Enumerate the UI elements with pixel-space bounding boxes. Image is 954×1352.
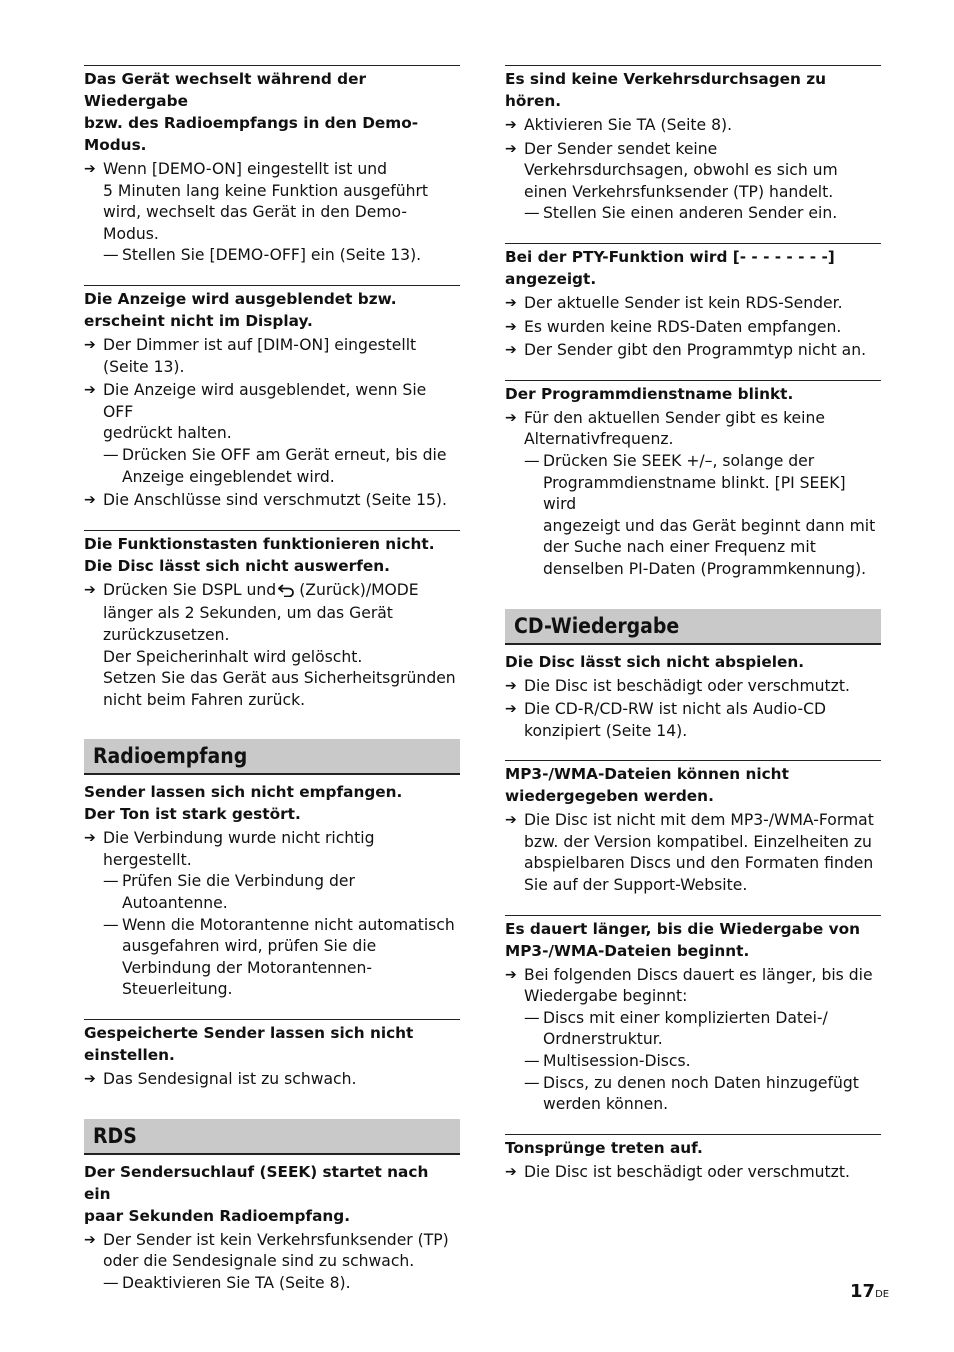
solution-item: ➔ Die CD-R/CD-RW ist nicht als Audio-CD konzipiert (Seite 14).	[505, 700, 826, 740]
arrow-icon: ➔	[84, 161, 96, 177]
solution-item: ➔ Der Sender sendet keine Verkehrsdurchsagen, obwohl es sich um einen Verkehrsfunksender (TP) handelt. — Stellen Sie einen anderen Sender ein.	[505, 139, 881, 225]
arrow-icon: ➔	[505, 1163, 517, 1180]
troubleshoot-entry	[84, 1159, 460, 1295]
arrow-icon: ➔	[84, 492, 96, 509]
arrow-icon: ➔	[505, 294, 517, 311]
section-header	[505, 609, 881, 645]
solution-item: ➔ Wenn [DEMO-ON] eingestellt ist und 5 Minuten lang keine Funktion ausgeführt wird, wechselt das Gerät in den Demo- Modus. — Stellen Sie [DEMO-OFF] ein (Seite 13).	[84, 159, 460, 267]
back-icon	[278, 582, 296, 604]
troubleshoot-entry	[84, 779, 460, 1001]
dash-icon: —	[524, 451, 540, 470]
arrow-icon: ➔	[505, 701, 517, 718]
arrow-icon: ➔	[84, 581, 96, 598]
page-language-code: DE	[875, 1289, 890, 1300]
sub-solution: — Drücken Sie SEEK +/–, solange der Programmdienstname blinkt. [PI SEEK] wird angezeigt und das Gerät beginnt dann mit der Suche nach einer Frequenz mit denselben PI-Daten (Programmkennung).	[524, 451, 876, 578]
section-header	[84, 1119, 460, 1155]
solution-item: ➔ Die Disc ist beschädigt oder verschmutzt.	[505, 676, 881, 698]
left-column	[84, 65, 460, 1312]
sub-solution: — Deaktivieren Sie TA (Seite 8).	[103, 1273, 460, 1295]
arrow-icon: ➔	[84, 830, 96, 847]
right-column	[505, 65, 881, 1201]
section-title: Radioempfang	[93, 744, 248, 769]
troubleshoot-entry	[84, 285, 460, 512]
solution-item: ➔ Die Verbindung wurde nicht richtig hergestellt. — Prüfen Sie die Verbindung der Autoantenne. — Wenn die Motorantenne nicht automatisch ausgefahren wird, prüfen Sie die Verbindung der Motorantennen- Steuerleitung.	[84, 828, 460, 1001]
troubleshoot-entry	[505, 243, 881, 362]
problem-heading: Das Gerät wechselt während der Wiedergabe bzw. des Radioempfangs in den Demo- Modus.	[84, 70, 419, 154]
troubleshoot-entry	[505, 1134, 881, 1184]
troubleshoot-entry	[84, 1019, 460, 1091]
sub-solution: — Drücken Sie OFF am Gerät erneut, bis die Anzeige eingeblendet wird.	[103, 445, 447, 486]
troubleshoot-entry	[505, 760, 881, 896]
solution-item: ➔ Aktivieren Sie TA (Seite 8).	[505, 115, 881, 137]
dash-icon: —	[524, 1073, 540, 1092]
arrow-icon: ➔	[84, 336, 96, 353]
sub-solution: — Discs, zu denen noch Daten hinzugefügt werden können.	[524, 1073, 859, 1114]
dash-icon: —	[524, 1052, 540, 1071]
arrow-icon: ➔	[84, 1231, 96, 1248]
troubleshoot-entry	[505, 380, 881, 581]
arrow-icon: ➔	[505, 318, 517, 335]
dash-icon: —	[103, 872, 119, 891]
sub-solution: — Stellen Sie [DEMO-OFF] ein (Seite 13).	[103, 245, 460, 267]
sub-solution: — Prüfen Sie die Verbindung der Autoantenne.	[103, 872, 355, 913]
arrow-icon: ➔	[505, 812, 517, 829]
solution-item: ➔ Drücken Sie DSPL und (Zurück)/MODE länger als 2 Sekunden, um das Gerät zurückzusetzen. Der Speicherinhalt wird gelöscht. Setzen Sie das Gerät aus Sicherheitsgründen nicht beim Fahren zurück.	[84, 580, 456, 709]
problem-heading: Es dauert länger, bis die Wiedergabe von MP3-/WMA-Dateien beginnt.	[505, 919, 860, 960]
arrow-icon: ➔	[505, 117, 517, 133]
problem-heading: Tonsprünge treten auf.	[505, 1138, 703, 1157]
problem-heading: Die Anzeige wird ausgeblendet bzw. erscheint nicht im Display.	[84, 289, 397, 330]
problem-heading: Der Sendersuchlauf (SEEK) startet nach ein paar Sekunden Radioempfang.	[84, 1162, 429, 1225]
problem-heading: Bei der PTY-Funktion wird [- - - - - - - -] angezeigt.	[505, 247, 835, 288]
sub-solution: — Stellen Sie einen anderen Sender ein.	[524, 203, 881, 225]
arrow-icon: ➔	[505, 966, 517, 983]
dash-icon: —	[524, 1008, 540, 1027]
solution-item: ➔ Der aktuelle Sender ist kein RDS-Sender.	[505, 293, 881, 315]
dash-icon: —	[103, 246, 119, 265]
dash-icon: —	[103, 1273, 119, 1292]
sub-solution: — Wenn die Motorantenne nicht automatisch ausgefahren wird, prüfen Sie die Verbindung der Motorantennen- Steuerleitung.	[103, 915, 455, 999]
troubleshoot-entry	[505, 65, 881, 225]
problem-heading: MP3-/WMA-Dateien können nicht wiedergegeben werden.	[505, 765, 789, 806]
arrow-icon: ➔	[84, 1071, 96, 1088]
troubleshoot-entry	[84, 65, 460, 267]
problem-heading: Gespeicherte Sender lassen sich nicht einstellen.	[84, 1024, 414, 1065]
solution-item: ➔ Es wurden keine RDS-Daten empfangen.	[505, 317, 881, 339]
solution-item: ➔ Der Sender gibt den Programmtyp nicht an.	[505, 340, 881, 362]
page-number	[850, 1281, 889, 1302]
arrow-icon: ➔	[505, 140, 517, 157]
solution-item: ➔ Die Disc ist beschädigt oder verschmutzt.	[505, 1162, 881, 1184]
problem-heading: Es sind keine Verkehrsdurchsagen zu hören.	[505, 70, 827, 110]
dash-icon: —	[103, 915, 119, 934]
arrow-icon: ➔	[505, 677, 517, 694]
arrow-icon: ➔	[505, 409, 517, 426]
solution-item: ➔ Für den aktuellen Sender gibt es keine Alternativfrequenz. — Drücken Sie SEEK +/–, solange der Programmdienstname blinkt. [PI SEEK] wird angezeigt und das Gerät beginnt dann mit der Suche nach einer Frequenz mit denselben PI-Daten (Programmkennung).	[505, 408, 881, 581]
sub-solution: — Multisession-Discs.	[524, 1051, 881, 1073]
solution-item: ➔ Der Sender ist kein Verkehrsfunksender (TP) oder die Sendesignale sind zu schwach. — Deaktivieren Sie TA (Seite 8).	[84, 1230, 460, 1295]
section-title: CD-Wiedergabe	[514, 613, 680, 638]
dash-icon: —	[524, 204, 540, 223]
problem-heading: Die Disc lässt sich nicht abspielen.	[505, 652, 805, 671]
problem-heading: Sender lassen sich nicht empfangen. Der Ton ist stark gestört.	[84, 783, 403, 824]
solution-item: ➔ Die Anschlüsse sind verschmutzt (Seite 15).	[84, 490, 460, 512]
solution-item: ➔ Der Dimmer ist auf [DIM-ON] eingestellt (Seite 13).	[84, 335, 417, 376]
troubleshoot-entry	[505, 649, 881, 743]
section-header	[84, 739, 460, 775]
section-title: RDS	[93, 1123, 137, 1148]
problem-heading: Die Funktionstasten funktionieren nicht. Die Disc lässt sich nicht auswerfen.	[84, 534, 435, 575]
problem-heading: Der Programmdienstname blinkt.	[505, 384, 794, 403]
troubleshoot-entry	[84, 530, 460, 712]
arrow-icon: ➔	[84, 382, 96, 399]
solution-item: ➔ Bei folgenden Discs dauert es länger, bis die Wiedergabe beginnt: — Discs mit einer komplizierten Datei-/ Ordnerstruktur. — Multisession-Discs. — Discs, zu denen noch Daten hinzugefügt werden können.	[505, 965, 881, 1116]
solution-item: ➔ Die Anzeige wird ausgeblendet, wenn Sie OFF gedrückt halten. — Drücken Sie OFF am Gerät erneut, bis die Anzeige eingeblendet wird.	[84, 380, 460, 488]
dash-icon: —	[103, 445, 119, 464]
arrow-icon: ➔	[505, 342, 517, 359]
page-number-value: 17	[850, 1281, 876, 1302]
sub-solution: — Discs mit einer komplizierten Datei-/ Ordnerstruktur.	[524, 1008, 828, 1049]
solution-item: ➔ Die Disc ist nicht mit dem MP3-/WMA-Format bzw. der Version kompatibel. Einzelheiten zu abspielbaren Discs und den Formaten finden Sie auf der Support-Website.	[505, 811, 874, 895]
troubleshoot-entry	[505, 915, 881, 1116]
solution-item: ➔ Das Sendesignal ist zu schwach.	[84, 1069, 460, 1091]
